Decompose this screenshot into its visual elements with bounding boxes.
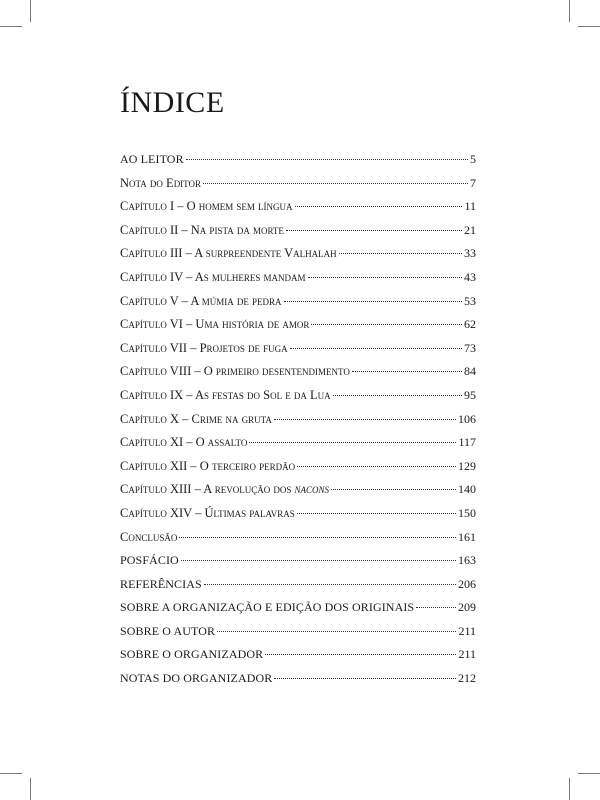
toc-entry[interactable] xyxy=(120,482,476,506)
toc-entry-page: 11 xyxy=(464,199,476,214)
dot-leader xyxy=(249,442,456,443)
toc-entry-label: Capítulo IX – As festas do Sol e da Lua xyxy=(120,387,331,402)
dot-leader xyxy=(297,466,456,467)
toc-entry[interactable] xyxy=(120,577,476,601)
toc-entry-page: 21 xyxy=(464,222,476,237)
toc-entry-label: Capítulo III – A surpreendente Valhalah xyxy=(120,246,337,261)
toc-entry-label: Capítulo VII – Projetos de fuga xyxy=(120,340,288,355)
toc-entry-label: Capítulo II – Na pista da morte xyxy=(120,222,284,237)
crop-mark xyxy=(30,778,31,800)
toc-entry[interactable] xyxy=(120,388,476,412)
toc-entry[interactable] xyxy=(120,459,476,483)
toc-entry-label: Capítulo I – O homem sem língua xyxy=(120,199,293,214)
toc-entry[interactable] xyxy=(120,199,476,223)
crop-mark xyxy=(569,0,570,22)
dot-leader xyxy=(179,537,456,538)
dot-leader xyxy=(203,183,468,184)
toc-entry[interactable] xyxy=(120,294,476,318)
crop-mark xyxy=(578,26,600,27)
toc-entry-page: 33 xyxy=(464,246,476,261)
dot-leader xyxy=(352,371,462,372)
toc-entry-label: Nota do Editor xyxy=(120,175,202,190)
toc-entry-page: 209 xyxy=(458,600,476,615)
toc-entry[interactable] xyxy=(120,341,476,365)
toc-entry-page: 212 xyxy=(458,671,476,686)
dot-leader xyxy=(339,253,462,254)
toc-entry[interactable] xyxy=(120,317,476,341)
toc-entry-label: NOTAS DO ORGANIZADOR xyxy=(120,671,273,686)
toc-entry[interactable] xyxy=(120,600,476,624)
toc-entry-label xyxy=(120,482,329,497)
toc-entry[interactable] xyxy=(120,624,476,648)
dot-leader xyxy=(286,230,462,231)
dot-leader xyxy=(265,654,456,655)
toc-entry[interactable] xyxy=(120,152,476,176)
toc-entry-label: Capítulo V – A múmia de pedra xyxy=(120,293,282,308)
dot-leader xyxy=(274,678,456,679)
toc-entry-label: Capítulo XII – O terceiro perdão xyxy=(120,458,296,473)
toc-entry[interactable] xyxy=(120,270,476,294)
dot-leader xyxy=(416,607,456,608)
crop-mark xyxy=(578,773,600,774)
dot-leader xyxy=(331,489,456,490)
toc-entry-label: Capítulo IV – As mulheres mandam xyxy=(120,269,306,284)
toc-entry-page: 62 xyxy=(464,317,476,332)
toc-entry[interactable] xyxy=(120,506,476,530)
toc-entry[interactable] xyxy=(120,176,476,200)
toc-entry-page: 129 xyxy=(458,458,476,473)
toc-entry-label: REFERÊNCIAS xyxy=(120,576,202,591)
toc-entry[interactable] xyxy=(120,412,476,436)
toc-entry-label: Capítulo XI – O assalto xyxy=(120,435,248,450)
toc-entry-page: 150 xyxy=(458,505,476,520)
toc-entry-page: 5 xyxy=(470,152,476,166)
toc-entry-page: 163 xyxy=(458,553,476,568)
toc-entry-label: Conclusão xyxy=(120,529,178,544)
toc-entry-page: 161 xyxy=(458,529,476,544)
toc-entry[interactable] xyxy=(120,647,476,671)
crop-mark xyxy=(569,778,570,800)
toc-entry-label: Capítulo VIII – O primeiro desentendimento xyxy=(120,364,350,379)
toc-entry-page: 7 xyxy=(470,175,476,190)
crop-mark xyxy=(0,26,22,27)
toc-entry-label-italic: nacons xyxy=(294,482,330,497)
toc-entry-label: Capítulo VI – Uma história de amor xyxy=(120,317,310,332)
toc-entry-page: 84 xyxy=(464,364,476,379)
toc-entry-label: Capítulo X – Crime na gruta xyxy=(120,411,272,426)
page-title: ÍNDICE xyxy=(120,86,225,119)
toc-entry-label: AO LEITOR xyxy=(120,152,184,166)
crop-mark xyxy=(0,773,22,774)
toc-entry-page: 95 xyxy=(464,387,476,402)
toc-entry-page: 211 xyxy=(458,623,476,638)
crop-mark xyxy=(30,0,31,22)
dot-leader xyxy=(204,584,456,585)
toc-entry-page: 73 xyxy=(464,340,476,355)
dot-leader xyxy=(181,560,456,561)
toc-entry-label: POSFÁCIO xyxy=(120,553,179,568)
toc-entry-label-text: Capítulo XIII – A revolução dos xyxy=(120,482,295,497)
toc-entry[interactable] xyxy=(120,671,476,695)
dot-leader xyxy=(290,348,462,349)
toc-entry-page: 43 xyxy=(464,269,476,284)
dot-leader xyxy=(295,206,463,207)
toc-entry[interactable] xyxy=(120,435,476,459)
table-of-contents xyxy=(120,152,476,695)
toc-entry-page: 140 xyxy=(458,482,476,497)
toc-entry-page: 106 xyxy=(458,411,476,426)
dot-leader xyxy=(217,631,456,632)
toc-entry-label: SOBRE O ORGANIZADOR xyxy=(120,647,264,662)
dot-leader xyxy=(333,395,462,396)
toc-entry[interactable] xyxy=(120,530,476,554)
dot-leader xyxy=(284,301,462,302)
dot-leader xyxy=(311,324,462,325)
toc-entry[interactable] xyxy=(120,223,476,247)
toc-entry[interactable] xyxy=(120,553,476,577)
toc-entry-page: 53 xyxy=(464,293,476,308)
dot-leader xyxy=(274,419,456,420)
dot-leader xyxy=(308,277,462,278)
toc-entry[interactable] xyxy=(120,246,476,270)
dot-leader xyxy=(186,159,468,160)
toc-entry-page: 211 xyxy=(458,647,476,662)
toc-entry-page: 206 xyxy=(458,576,476,591)
toc-entry[interactable] xyxy=(120,364,476,388)
dot-leader xyxy=(297,513,456,514)
toc-entry-label: Capítulo XIV – Últimas palavras xyxy=(120,505,295,520)
toc-entry-label: SOBRE A ORGANIZAÇÃO E EDIÇÃO DOS ORIGINAIS xyxy=(120,600,415,615)
toc-entry-label: SOBRE O AUTOR xyxy=(120,623,216,638)
toc-entry-page: 117 xyxy=(458,435,476,450)
